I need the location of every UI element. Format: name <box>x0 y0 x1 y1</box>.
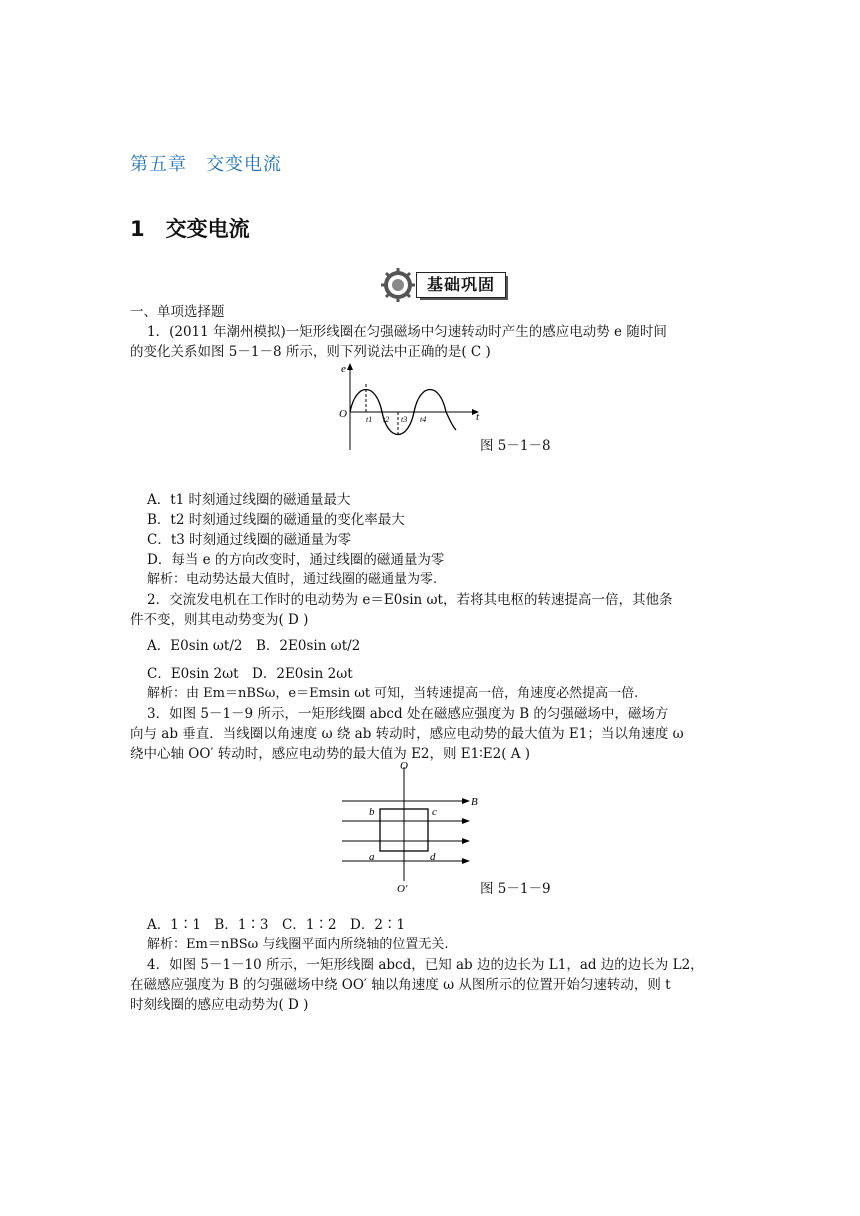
q1-graph-t3-label: t3 <box>401 415 408 424</box>
q3-vertex-d: d <box>430 851 436 863</box>
q1-option-b: B．t2 时刻通过线圈的磁通量的变化率最大 <box>147 512 405 528</box>
chapter-title: 第五章 交变电流 <box>130 154 282 175</box>
q3-stem-line3: 绕中心轴 OO′ 转动时，感应电动势的最大值为 E2，则 E1∶E2( A ) <box>130 746 531 762</box>
q3-vertex-c: c <box>432 806 437 818</box>
q3-vertex-b: b <box>369 806 375 818</box>
q4-stem-line2: 在磁感应强度为 B 的匀强磁场中绕 OO′ 轴以角速度 ω 从图所示的位置开始匀速转动，则 t <box>130 977 671 993</box>
q1-option-c: C．t3 时刻通过线圈的磁通量为零 <box>147 532 352 548</box>
q1-graph-origin-label: O <box>339 408 347 420</box>
part-heading: 一、单项选择题 <box>130 304 225 320</box>
q1-figure-caption: 图 5－1－8 <box>480 438 551 454</box>
q1-graph-y-label: e <box>341 363 346 375</box>
q3-field-label: B <box>471 796 478 808</box>
q1-graph-t2-label: t2 <box>383 415 390 424</box>
q1-stem-line1: 1．(2011 年潮州模拟)一矩形线圈在匀强磁场中匀速转动时产生的感应电动势 e 随时间 <box>147 324 667 340</box>
q1-graph-x-label: t <box>476 411 480 423</box>
q3-figure-caption: 图 5－1－9 <box>480 881 551 897</box>
q1-option-d: D．每当 e 的方向改变时，通过线圈的磁通量为零 <box>147 552 445 568</box>
section-banner <box>380 268 510 302</box>
q2-analysis: 解析：由 Em＝nBSω，e＝Emsin ωt 可知，当转速提高一倍，角速度必然提高一倍. <box>147 686 639 701</box>
gear-emblem-icon <box>380 268 416 302</box>
q2-options-ab: A．E0sin ωt/2 B．2E0sin ωt/2 <box>147 638 361 654</box>
q1-stem-line2: 的变化关系如图 5－1－8 所示，则下列说法中正确的是( C ) <box>130 344 491 360</box>
q1-option-a: A．t1 时刻通过线圈的磁通量最大 <box>147 492 351 508</box>
q3-coil-diagram <box>338 757 488 895</box>
banner-label: 基础巩固 <box>416 272 506 298</box>
q1-graph-t4-label: t4 <box>420 415 427 424</box>
q3-stem-line2: 向与 ab 垂直．当线圈以角速度 ω 绕 ab 转动时，感应电动势的最大值为 E1；当以角速度 ω <box>130 726 684 742</box>
q3-axis-bottom-label: O′ <box>397 883 408 895</box>
q1-graph-t1-label: t1 <box>366 415 373 424</box>
q1-analysis: 解析：电动势达最大值时，通过线圈的磁通量为零. <box>147 572 438 587</box>
q4-stem-line3: 时刻线圈的感应电动势为( D ) <box>130 997 309 1013</box>
q4-stem-line1: 4．如图 5－1－10 所示，一矩形线圈 abcd，已知 ab 边的边长为 L1，ad 边的边长为 L2， <box>147 957 704 973</box>
q3-analysis: 解析：Em＝nBSω 与线圈平面内所绕轴的位置无关. <box>147 937 449 952</box>
q3-stem-line1: 3．如图 5－1－9 所示，一矩形线圈 abcd 处在磁感应强度为 B 的匀强磁场中，磁场方 <box>147 706 669 722</box>
q1-emf-graph <box>338 360 484 456</box>
section-title: 1 交变电流 <box>130 217 250 241</box>
q2-stem-line2: 件不变，则其电动势变为( D ) <box>130 612 309 628</box>
q3-vertex-a: a <box>369 851 375 863</box>
q3-options: A．1∶1 B．1∶3 C．1∶2 D．2∶1 <box>147 917 406 933</box>
q2-stem-line1: 2．交流发电机在工作时的电动势为 e＝E0sin ωt，若将其电枢的转速提高一倍，其他条 <box>147 592 673 608</box>
q3-axis-top-label: O <box>400 760 408 772</box>
q2-options-cd: C．E0sin 2ωt D．2E0sin 2ωt <box>147 666 353 682</box>
